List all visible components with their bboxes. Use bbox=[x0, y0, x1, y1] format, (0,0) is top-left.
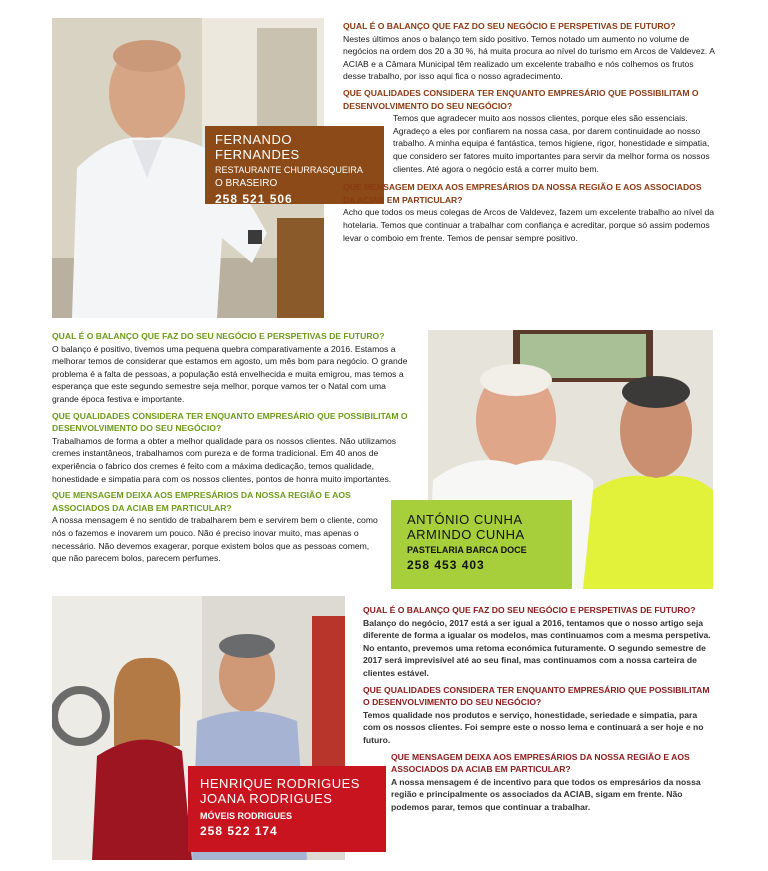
answer-3: A nossa mensagem é no sentido de trabalharem bem e servirem bem o cliente, como nós o fazemos e inovarem um pouco. Não é preciso inovar muito, mas apenas o necessário. Não devemos exagerar, porque existem bolos que as pessoas comem, que não parecem bolos, parecem perfumes. bbox=[52, 515, 378, 564]
question-1: QUAL É O BALANÇO QUE FAZ DO SEU NEGÓCIO E PERSPETIVAS DE FUTURO? bbox=[52, 331, 385, 341]
answer-3: A nossa mensagem é de incentivo para que todos os empresários da nossa região e principalmente os associados da ACIAB, sigam em frente. Não podemos parar, temos que continuar a trabalhar. bbox=[391, 776, 701, 812]
interview-text-section-2 bbox=[52, 330, 414, 569]
answer-2: Trabalhamos de forma a obter a melhor qualidade para os nossos clientes. Não utilizamos cremes instantâneos, trabalhamos com pureza e de forma tradicional. Em 40 anos de experiência o fabrico dos cremes é feito com a máxima dedicação, temos qualidade, honestidade e simpatia para com os nossos clientes, pontos de honra muito importantes. bbox=[52, 435, 397, 484]
answer-1: O balanço é positivo, tivemos uma pequena quebra comparativamente a 2016. Estamos a melhorar temos de considerar que estamos em agosto, um mês bom para negócio. O grande problema é a falta de pessoas, a população está envelhecida e muita emigrou, mas temos a esperança que este segundo semestre seja melhor, porque vamos ter o Natal com uma grande época festiva e importante. bbox=[52, 343, 408, 404]
question-1: QUAL É O BALANÇO QUE FAZ DO SEU NEGÓCIO E PERSPETIVAS DE FUTURO? bbox=[363, 605, 696, 615]
name-card-cunha bbox=[391, 500, 572, 589]
answer-1: Nestes últimos anos o balanço tem sido positivo. Temos notado um aumento no volume de negócios na ordem dos 20 a 30 %, há muita procura ao nível do turismo em Arcos de Valdevez. A ACIAB e a Câmara Municipal têm realizado um excelente trabalho e nós colhemos os frutos desse trabalho, por isso aqui fica o nosso agradecimento. bbox=[343, 33, 715, 82]
phone-number: 258 521 506 bbox=[215, 192, 293, 206]
answer-2: Temos qualidade nos produtos e serviço, honestidade, seriedade e simpatia, para com os nossos clientes. Foi sempre este o nosso lema e continuará a ser hoje e no futuro. bbox=[363, 709, 704, 745]
business-name: MÓVEIS RODRIGUES bbox=[200, 811, 293, 821]
person-name-2: ARMINDO CUNHA bbox=[407, 527, 525, 542]
name-card-rodrigues bbox=[188, 766, 386, 852]
business-name: PASTELARIA BARCA DOCE bbox=[407, 545, 527, 555]
phone-number: 258 453 403 bbox=[407, 558, 485, 572]
person-name: FERNANDO FERNANDES bbox=[215, 132, 300, 162]
question-1: QUAL É O BALANÇO QUE FAZ DO SEU NEGÓCIO E PERSPETIVAS DE FUTURO? bbox=[343, 21, 676, 31]
interview-text-section-1 bbox=[343, 20, 716, 248]
question-2: QUE QUALIDADES CONSIDERA TER ENQUANTO EMPRESÁRIO QUE POSSIBILITAM O DESENVOLVIMENTO DO SEU NEGÓCIO? bbox=[363, 684, 710, 708]
phone-number: 258 522 174 bbox=[200, 824, 278, 838]
question-2: QUE QUALIDADES CONSIDERA TER ENQUANTO EMPRESÁRIO QUE POSSIBILITAM O DESENVOLVIMENTO DO SEU NEGÓCIO? bbox=[52, 410, 408, 434]
answer-2: Temos que agradecer muito aos nossos clientes, porque eles são essenciais. Agradeço a eles por confiarem na nossa casa, por darem continuidade ao nosso trabalho. A minha equipa é fantástica, temos higiene, rigor, honestidade e simpatia, que considero ser fatores muito importantes para servir da melhor forma os nossos clientes. Até agora o negócio está a correr muito bem. bbox=[393, 113, 710, 174]
question-2: QUE QUALIDADES CONSIDERA TER ENQUANTO EMPRESÁRIO QUE POSSIBILITAM O DESENVOLVIMENTO DO SEU NEGÓCIO? bbox=[343, 87, 699, 111]
answer-1: Balanço do negócio, 2017 está a ser igual a 2016, tentamos que o nosso artigo seja diferente de forma a igualar os modelos, mas continuamos com a mesma perspetiva. No entanto, prevemos uma retoma económica futuramente. O segundo semestre de 2017 será imprevisível até ao seu final, mas continuamos com a nossa carteira de clientes estável. bbox=[363, 617, 711, 678]
question-3: QUE MENSAGEM DEIXA AOS EMPRESÁRIOS DA NOSSA REGIÃO E AOS ASSOCIADOS DA ACIAB EM PARTICULAR? bbox=[343, 182, 702, 205]
question-3: QUE MENSAGEM DEIXA AOS EMPRESÁRIOS DA NOSSA REGIÃO E AOS ASSOCIADOS DA ACIAB EM PARTICULAR? bbox=[52, 490, 351, 513]
business-name: RESTAURANTE CHURRASQUEIRA bbox=[215, 165, 363, 175]
business-name-2: O BRASEIRO bbox=[215, 178, 278, 189]
interview-text-section-3 bbox=[363, 604, 716, 818]
question-3: QUE MENSAGEM DEIXA AOS EMPRESÁRIOS DA NOSSA REGIÃO E AOS ASSOCIADOS DA ACIAB EM PARTICULAR? bbox=[391, 751, 690, 775]
person-name-1: HENRIQUE RODRIGUES bbox=[200, 776, 360, 791]
person-name-2: JOANA RODRIGUES bbox=[200, 791, 333, 806]
person-name-1: ANTÓNIO CUNHA bbox=[407, 512, 523, 527]
answer-3: Acho que todos os meus colegas de Arcos de Valdevez, fazem um excelente trabalho ao nível da hotelaria. Temos que continuar a trabalhar com confiança e acreditar, porque só assim podemos levar o comboio em frente. Temos de pensar sempre positivo. bbox=[343, 207, 715, 243]
